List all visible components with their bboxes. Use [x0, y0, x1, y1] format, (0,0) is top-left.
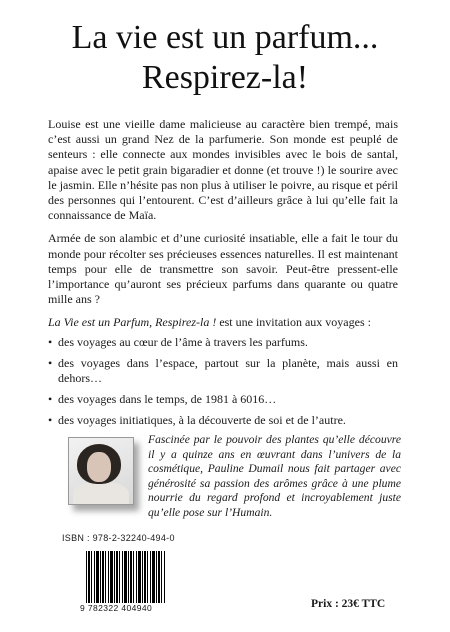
barcode-number: 9 782322 404940	[80, 603, 153, 613]
author-bio: Fascinée par le pouvoir des plantes qu’elle découvre il y a quinze ans en œuvrant dans l’univers de la cosmétique, Pauline Dumail nous fait partager avec générosité sa passion des arômes grâce à une plume nourrie du regard profond et incroyablement juste qu’elle pose sur l’Humain.	[148, 433, 401, 519]
title-line-2: Respirez-la!	[141, 59, 309, 96]
author-photo	[68, 437, 134, 505]
invitation-line	[48, 315, 398, 330]
isbn: ISBN : 978-2-32240-494-0	[62, 533, 175, 543]
list-item: • des voyages au cœur de l’âme à travers les parfums.	[48, 335, 398, 350]
list-item: • des voyages initiatiques, à la découverte de soi et de l’autre.	[48, 413, 398, 428]
barcode	[80, 549, 170, 613]
list-item: • des voyages dans le temps, de 1981 à 6016…	[48, 392, 398, 407]
barcode-bars	[86, 551, 166, 603]
list-item: • des voyages dans l’espace, partout sur la planète, mais aussi en dehors…	[48, 356, 398, 386]
blurb	[48, 117, 398, 435]
voyages-list	[48, 335, 398, 429]
title-line-1: La vie est un parfum...	[71, 19, 379, 56]
price: Prix : 23€ TTC	[311, 598, 386, 610]
paragraph-2: Armée de son alambic et d’une curiosité insatiable, elle a fait le tour du monde pour récolter ses précieuses essences naturelles. Il est maintenant temps pour elle de transmettre son savoir. Peut-être pressent-elle l’importance qu’auront ses précieux parfums dans quarante ou quatre mille ans ?	[48, 231, 398, 307]
invitation-text: est une invitation aux voyages :	[216, 315, 371, 330]
book-title	[0, 18, 450, 98]
paragraph-1: Louise est une vieille dame malicieuse au caractère bien trempé, mais c’est aussi un grand Nez de la parfumerie. Son monde est peuplé de senteurs : elle connecte aux mondes invisibles avec le bois de santal, apaise avec le petit grain bigaradier et donne (et trouve !) le sourire avec le jasmin. Elle n’hésite pas non plus à utiliser le poivre, au risque et péril des personnes qui l’entourent. C’est d’ailleurs grâce à lui qu’elle fait la connaissance de Maïa.	[48, 117, 398, 223]
invitation-book-title: La Vie est un Parfum, Respirez-la !	[48, 315, 217, 330]
author-block	[48, 433, 400, 523]
